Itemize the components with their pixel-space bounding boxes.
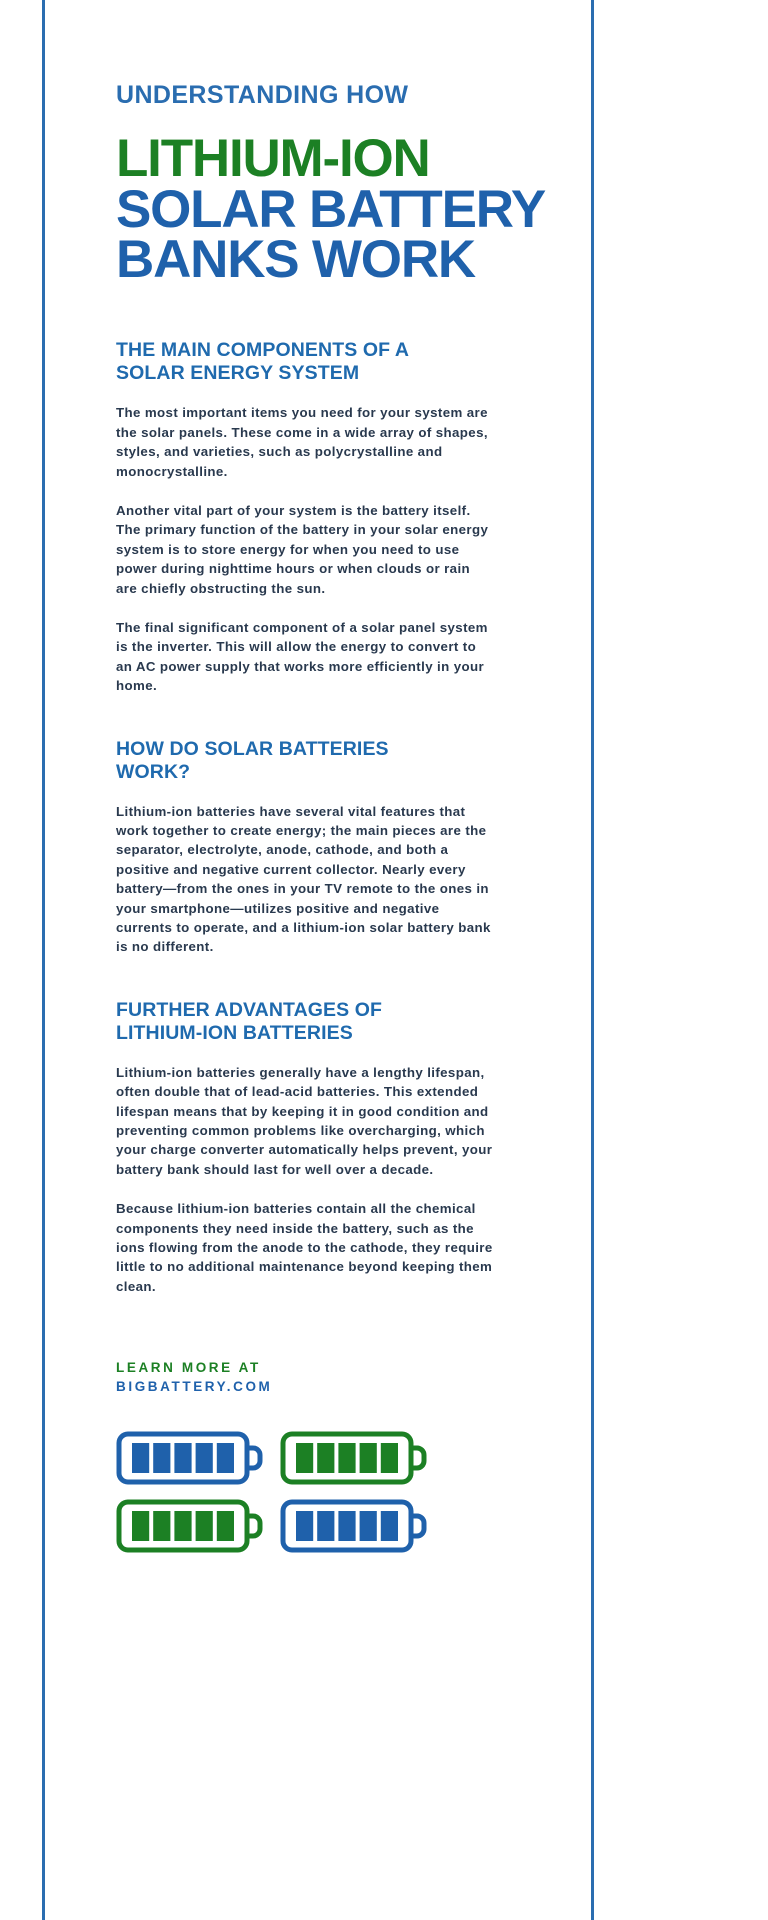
battery-charge-cell bbox=[360, 1443, 377, 1473]
battery-charge-cell bbox=[338, 1443, 355, 1473]
left-border-rule bbox=[42, 0, 45, 1920]
content-column bbox=[116, 0, 545, 1553]
battery-charge-cell bbox=[317, 1511, 334, 1541]
battery-charge-cell bbox=[196, 1443, 213, 1473]
battery-charge-cell bbox=[174, 1443, 191, 1473]
battery-icon-blue-1 bbox=[116, 1431, 264, 1485]
battery-charge-cell bbox=[317, 1443, 334, 1473]
page-title bbox=[116, 129, 545, 289]
section-main-components bbox=[116, 339, 496, 695]
battery-charge-cell bbox=[381, 1443, 398, 1473]
section-heading: HOW DO SOLAR BATTERIES WORK? bbox=[116, 737, 389, 783]
battery-charge-cell bbox=[132, 1443, 149, 1473]
battery-charge-cell bbox=[296, 1511, 313, 1541]
body-paragraph: Another vital part of your system is the battery itself. The primary function of the battery in your solar energy system is to store energy for when you need to use power during nighttime hours or when clouds or rain are chiefly obstructing the sun. bbox=[116, 502, 489, 596]
right-border-rule bbox=[591, 0, 594, 1920]
battery-charge-cell bbox=[217, 1443, 234, 1473]
battery-charge-cell bbox=[174, 1511, 191, 1541]
battery-charge-cell bbox=[132, 1511, 149, 1541]
body-paragraph: The final significant component of a solar panel system is the inverter. This will allow the energy to convert to an AC power supply that works more efficiently in your home. bbox=[116, 619, 488, 694]
title-line-2: SOLAR BATTERY bbox=[116, 179, 545, 239]
title-kicker: UNDERSTANDING HOW bbox=[116, 81, 409, 109]
battery-charge-cell bbox=[338, 1511, 355, 1541]
section-heading: THE MAIN COMPONENTS OF A SOLAR ENERGY SYSTEM bbox=[116, 339, 409, 385]
section-further-advantages bbox=[116, 999, 496, 1296]
title-line-1: LITHIUM-ION bbox=[116, 129, 430, 189]
body-paragraph: Lithium-ion batteries generally have a lengthy lifespan, often double that of lead-acid batteries. This extended lifespan means that by keeping it in good condition and preventing common problems like overcharging, which your charge converter automatically helps prevent, your battery bank should last for well over a decade. bbox=[116, 1064, 493, 1177]
battery-charge-cell bbox=[296, 1443, 313, 1473]
section-how-batteries-work bbox=[116, 738, 496, 957]
body-paragraph: Lithium-ion batteries have several vital features that work together to create energy; the main pieces are the separator, electrolyte, anode, cathode, and both a positive and negative current collector. Nearly every battery—from the ones in your TV remote to the ones in your smartphone—utilizes positive and negative currents to operate, and a lithium-ion solar battery bank is no different. bbox=[116, 803, 491, 955]
section-heading: FURTHER ADVANTAGES OF LITHIUM-ION BATTERIES bbox=[116, 998, 383, 1044]
cta-website-link[interactable]: BIGBATTERY.COM bbox=[116, 1379, 273, 1395]
battery-icon-blue-2 bbox=[280, 1499, 428, 1553]
battery-icon-green-2 bbox=[116, 1499, 264, 1553]
learn-more-cta[interactable] bbox=[116, 1358, 496, 1396]
battery-charge-cell bbox=[381, 1511, 398, 1541]
body-paragraph: The most important items you need for your system are the solar panels. These come in a wide array of shapes, styles, and varieties, such as polycrystalline and monocrystalline. bbox=[116, 405, 488, 479]
battery-charge-cell bbox=[153, 1511, 170, 1541]
title-line-3: BANKS WORK bbox=[116, 229, 475, 289]
battery-icon-grid bbox=[116, 1431, 428, 1553]
cta-label: LEARN MORE AT bbox=[116, 1360, 261, 1376]
battery-charge-cell bbox=[217, 1511, 234, 1541]
battery-charge-cell bbox=[153, 1443, 170, 1473]
body-paragraph: Because lithium-ion batteries contain all the chemical components they need inside the battery, such as the ions flowing from the anode to the cathode, they require little to no additional maintenance beyond keeping them clean. bbox=[116, 1201, 493, 1294]
title-block bbox=[116, 0, 545, 289]
battery-icon-green-1 bbox=[280, 1431, 428, 1485]
battery-charge-cell bbox=[360, 1511, 377, 1541]
battery-charge-cell bbox=[196, 1511, 213, 1541]
